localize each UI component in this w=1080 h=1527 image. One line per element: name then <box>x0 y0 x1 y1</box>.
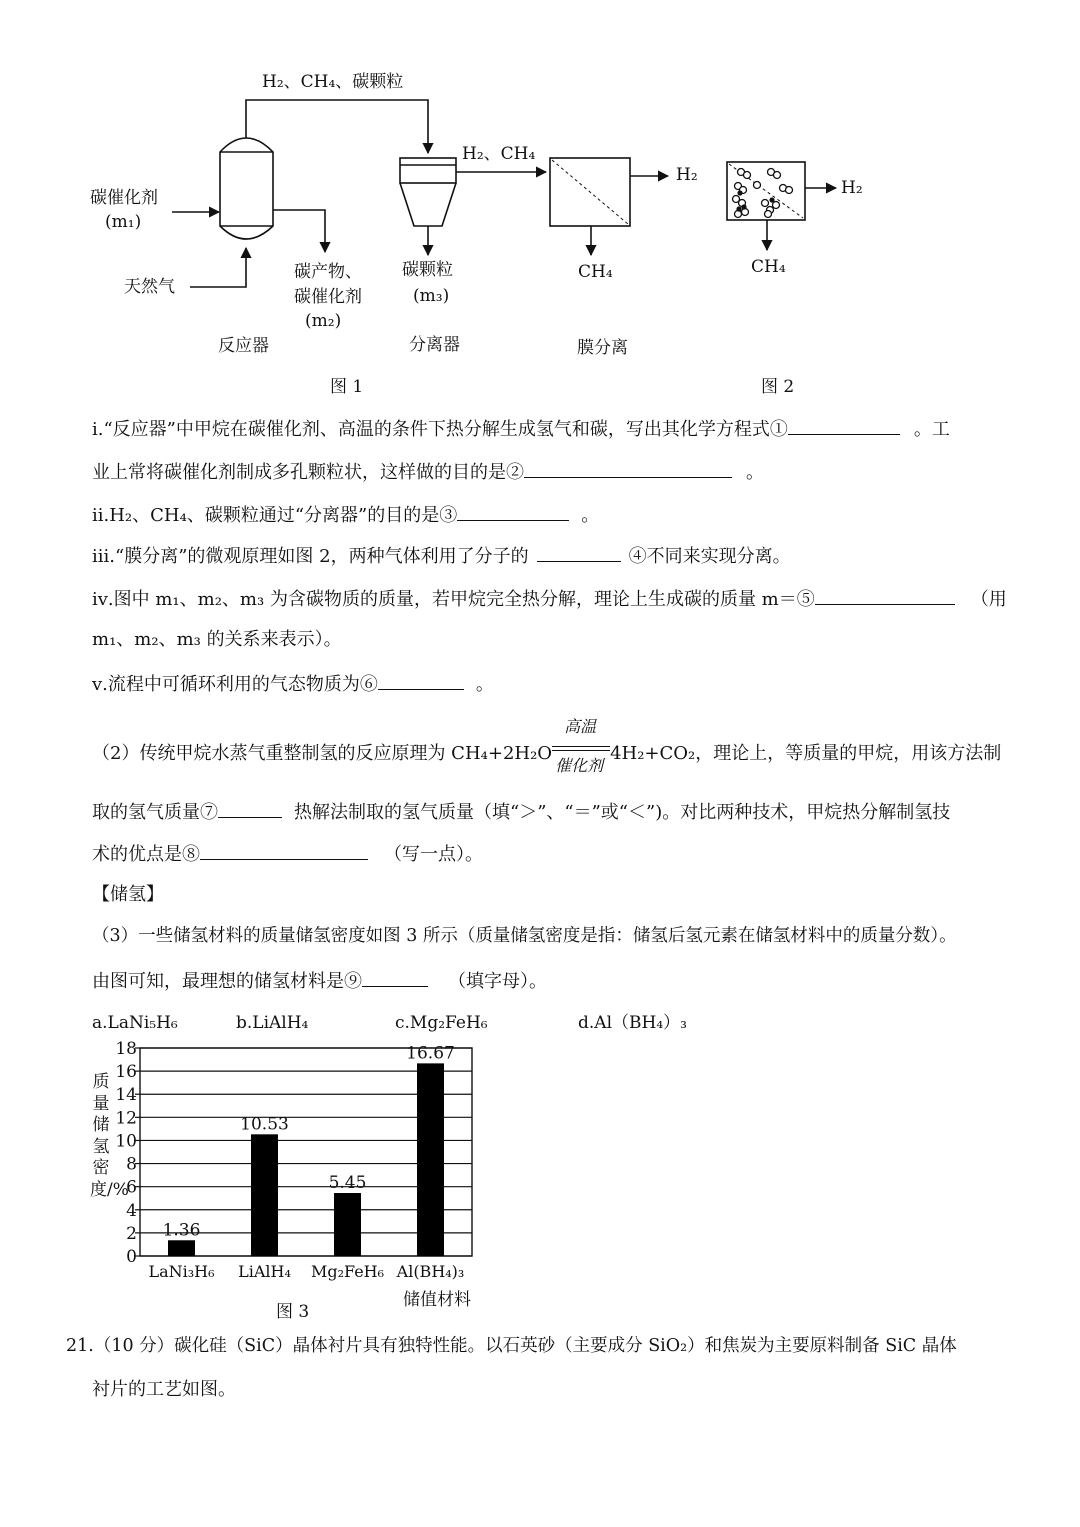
bar <box>334 1193 361 1256</box>
answer-blank-8[interactable] <box>200 843 368 860</box>
answer-blank-5[interactable] <box>815 588 955 605</box>
data-label: 5.45 <box>328 1173 367 1194</box>
answer-blank-4[interactable] <box>537 545 621 562</box>
reaction-condition: 高温 催化剂 <box>552 741 610 759</box>
option-d: d.Al（BH₄）₃ <box>578 1013 687 1033</box>
m1-label: (m₁) <box>105 212 142 232</box>
y-tick-label: 6 <box>126 1177 137 1198</box>
x-tick-label: Al(BH₄)₃ <box>396 1262 465 1281</box>
bar <box>251 1134 278 1256</box>
x-tick-label: Mg₂FeH₆ <box>310 1262 385 1281</box>
answer-blank-1[interactable] <box>788 418 900 435</box>
ch4-out-label: CH₄ <box>578 262 613 282</box>
x-tick-label: LaNi₃H₆ <box>148 1262 215 1281</box>
carbon-catalyst-label: 碳催化剂 <box>294 287 362 307</box>
bar <box>168 1240 195 1256</box>
separator-label: 分离器 <box>409 335 460 355</box>
m3-label: (m₃) <box>413 286 450 306</box>
fig3-caption: 图 3 <box>276 1302 310 1322</box>
option-a: a.LaNi₅H₆ <box>92 1013 178 1033</box>
q21-line1: 21.（10 分）碳化硅（SiC）晶体衬片具有独特性能。以石英砂（主要成分 SiO₂）和焦炭为主要原料制备 SiC 晶体 <box>66 1336 957 1356</box>
answer-blank-7[interactable] <box>218 801 282 818</box>
y-axis-label: 质量储氢密度/% <box>90 1072 129 1200</box>
answer-blank-9[interactable] <box>362 970 428 987</box>
q2-line2: 取的氢气质量⑦ 热解法制取的氢气质量（填“＞”、“＝”或“＜”)。对比两种技术，甲烷热分解制氢技 <box>92 802 951 823</box>
data-label: 10.53 <box>240 1114 289 1135</box>
y-tick-label: 4 <box>126 1200 137 1221</box>
q-ii: ⅱ.H₂、CH₄、碳颗粒通过“分离器”的目的是③ 。 <box>92 505 600 526</box>
q2-line3: 术的优点是⑧ （写一点）。 <box>92 844 483 865</box>
data-label: 16.67 <box>406 1043 455 1064</box>
fig2-ch4-label: CH₄ <box>751 257 786 277</box>
y-tick-label: 10 <box>115 1131 137 1152</box>
q-v: ⅴ.流程中可循环利用的气态物质为⑥ 。 <box>92 674 494 695</box>
q-iii: ⅲ.“膜分离”的微观原理如图 2，两种气体利用了分子的 ④不同来实现分离。 <box>92 546 791 567</box>
q21-line2: 衬片的工艺如图。 <box>92 1379 236 1400</box>
top-pipe <box>246 100 428 153</box>
separator-box <box>400 158 456 183</box>
carbon-product-label: 碳产物、 <box>294 262 362 282</box>
y-tick-label: 2 <box>126 1223 137 1244</box>
m2-label: (m₂) <box>305 311 342 331</box>
x-tick-label: LiAlH₄ <box>238 1262 291 1281</box>
y-tick-label: 16 <box>115 1062 137 1083</box>
natural-gas-label: 天然气 <box>124 277 175 297</box>
carbon-particles-label: 碳颗粒 <box>402 260 453 280</box>
answer-blank-2[interactable] <box>524 461 732 478</box>
q-iv-line2: m₁、m₂、m₃ 的关系来表示）。 <box>92 629 342 650</box>
top-gases-label: H₂、CH₄、碳颗粒 <box>262 72 404 92</box>
q-iv-line1: ⅳ.图中 m₁、m₂、m₃ 为含碳物质的质量，若甲烷完全热分解，理论上生成碳的质量 m＝⑤ （用 <box>92 589 1007 610</box>
y-tick-label: 14 <box>115 1085 137 1106</box>
x-axis-label: 储值材料 <box>403 1290 471 1310</box>
y-tick-label: 0 <box>126 1247 137 1267</box>
y-tick-label: 18 <box>115 1039 137 1059</box>
answer-blank-6[interactable] <box>378 673 464 690</box>
q2-line1: （2）传统甲烷水蒸气重整制氢的反应原理为 CH₄+2H₂O 高温 催化剂 4H₂+CO₂，理论上，等质量的甲烷，用该方法制 <box>92 717 1002 775</box>
option-b: b.LiAlH₄ <box>236 1013 309 1033</box>
reactor-label: 反应器 <box>218 336 269 356</box>
membrane-label: 膜分离 <box>577 338 628 358</box>
process-diagram <box>0 0 1080 410</box>
data-label: 1.36 <box>162 1220 201 1241</box>
catalyst-label: 碳催化剂 <box>90 188 158 208</box>
answer-blank-3[interactable] <box>457 504 569 521</box>
fig2-h2-label: H₂ <box>841 178 863 198</box>
section-heading: 【储氢】 <box>92 884 164 905</box>
h2-out-label: H₂ <box>676 165 698 185</box>
q3-line2: 由图可知，最理想的储氢材料是⑨ （填字母）。 <box>92 971 547 992</box>
option-c: c.Mg₂FeH₆ <box>395 1013 488 1033</box>
sep-gases-label: H₂、CH₄ <box>462 144 536 164</box>
q-i-line1: ⅰ.“反应器”中甲烷在碳催化剂、高温的条件下热分解生成氢气和碳，写出其化学方程式① 。工 <box>92 419 950 440</box>
y-tick-label: 12 <box>115 1108 137 1129</box>
q-i-line2: 业上常将碳催化剂制成多孔颗粒状，这样做的目的是② 。 <box>92 462 764 483</box>
fig2-caption: 图 2 <box>761 377 795 397</box>
fig1-caption: 图 1 <box>330 377 364 397</box>
bar <box>417 1063 444 1256</box>
reactor-vessel <box>220 138 273 239</box>
q3-line1: （3）一些储氢材料的质量储氢密度如图 3 所示（质量储氢密度是指：储氢后氢元素在储氢材料中的质量分数）。 <box>92 926 957 946</box>
y-tick-label: 8 <box>126 1154 137 1175</box>
storage-density-chart <box>0 1030 560 1330</box>
